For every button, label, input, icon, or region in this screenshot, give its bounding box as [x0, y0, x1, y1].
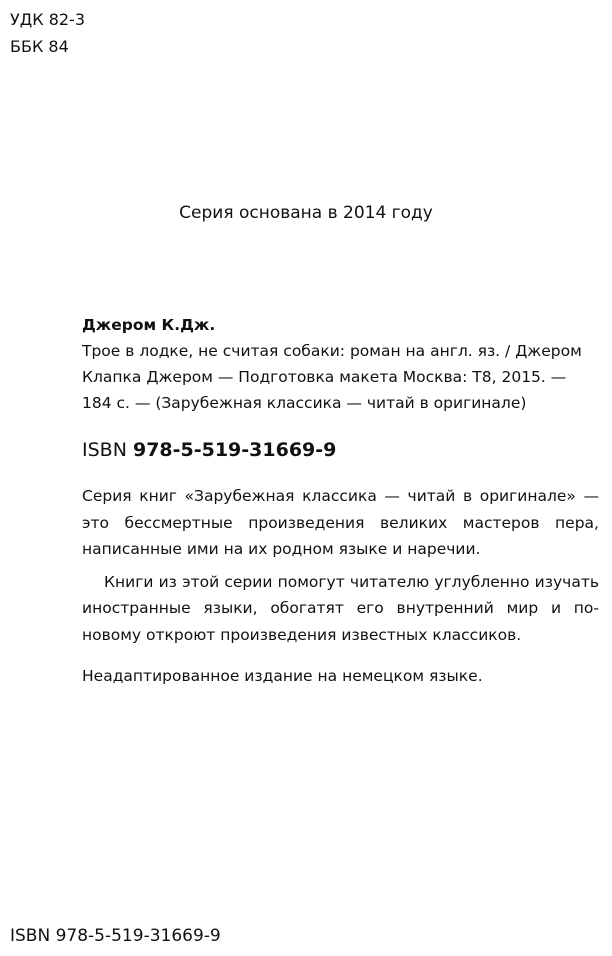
description-paragraph: Книги из этой серии помогут читателю углубленно изучать иностранные языки, обогатят его внутренний мир и по-новому откроют произведения известных классиков. — [82, 572, 599, 644]
bibliographic-line: Трое в лодке, не считая собаки: роман на англ. яз. / Джером — [82, 342, 582, 360]
bbk-code: ББК 84 — [10, 37, 69, 56]
description-paragraph: Серия книг «Зарубежная классика — читай в оригинале» — это бессмертные произведения великих мастеров пера, написанные ими на их родном языке и наречии. — [82, 487, 599, 558]
series-founded-note: Серия основана в 2014 году — [179, 203, 433, 223]
bibliographic-line: 184 с. — (Зарубежная классика — читай в оригинале) — [82, 394, 527, 412]
bibliographic-line: Клапка Джером — Подготовка макета Москва: Т8, 2015. — — [82, 368, 567, 386]
bibliographic-description — [82, 338, 599, 416]
footer-isbn: ISBN 978-5-519-31669-9 — [10, 926, 221, 946]
isbn-prefix: ISBN — [82, 439, 127, 461]
series-description — [82, 483, 599, 648]
author-heading: Джером К.Дж. — [82, 316, 216, 334]
isbn-number: 978-5-519-31669-9 — [132, 439, 337, 461]
edition-note: Неадаптированное издание на немецком языке. — [82, 667, 483, 685]
udk-code: УДК 82-3 — [10, 10, 86, 29]
isbn-main — [82, 438, 599, 462]
